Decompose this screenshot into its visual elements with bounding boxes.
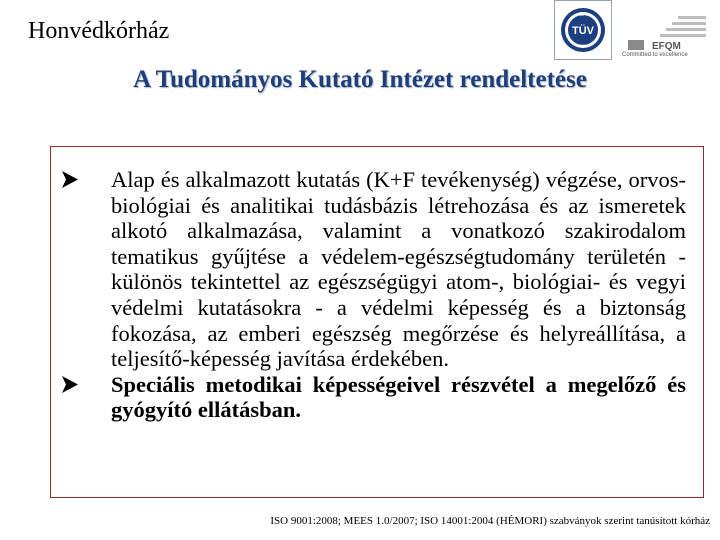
efqm-logo <box>620 14 710 58</box>
bullet-item <box>60 372 686 423</box>
bullet-text-bold: Speciális metodikai képességeivel részvétel a megelőző és gyógyító ellátásban. <box>111 371 686 423</box>
efqm-logo-text: EFQM <box>652 41 681 52</box>
bullet-list <box>60 167 686 423</box>
tuv-logo-main-text: TÜV <box>572 25 594 37</box>
efqm-logo-subtext: Committed to excellence <box>622 52 688 58</box>
bullet-text: Alap és alkalmazott kutatás (K+F tevékenység) végzése, orvos-biológiai és analitikai tudásbázis létrehozása és az ismeretek alkotó alkalmazása, valamint a vonatkozó szakirodalom tematikus gyűjtése a védelem-egészségtudomány területén - különös tekintettel az egészségügyi atom-, biológiai- és vegyi védelmi kutatásokra - a védelmi képesség és a biztonság fokozása, az emberi egészség megőrzése és helyreállítása, a teljesítő-képesség javítása érdekében. <box>111 167 686 372</box>
org-name: Honvédkórház <box>28 18 170 44</box>
footer-note: ISO 9001:2008; MEES 1.0/2007; ISO 14001:2004 (HÉMORI) szabványok szerint tanúsított kórház <box>270 515 710 527</box>
tuv-logo-bottom-text: SÜD <box>578 43 588 48</box>
logo-efqm <box>620 14 710 58</box>
arrow-bullet-icon <box>60 372 80 397</box>
tuv-certification-logo <box>555 1 611 59</box>
bullet-item <box>60 167 686 372</box>
logo-tuv <box>554 0 612 60</box>
content-box <box>50 146 704 498</box>
arrow-bullet-icon <box>60 167 80 192</box>
tuv-logo-top-text: CH <box>579 12 587 18</box>
page-title: A Tudományos Kutató Intézet rendeltetése <box>133 66 587 93</box>
